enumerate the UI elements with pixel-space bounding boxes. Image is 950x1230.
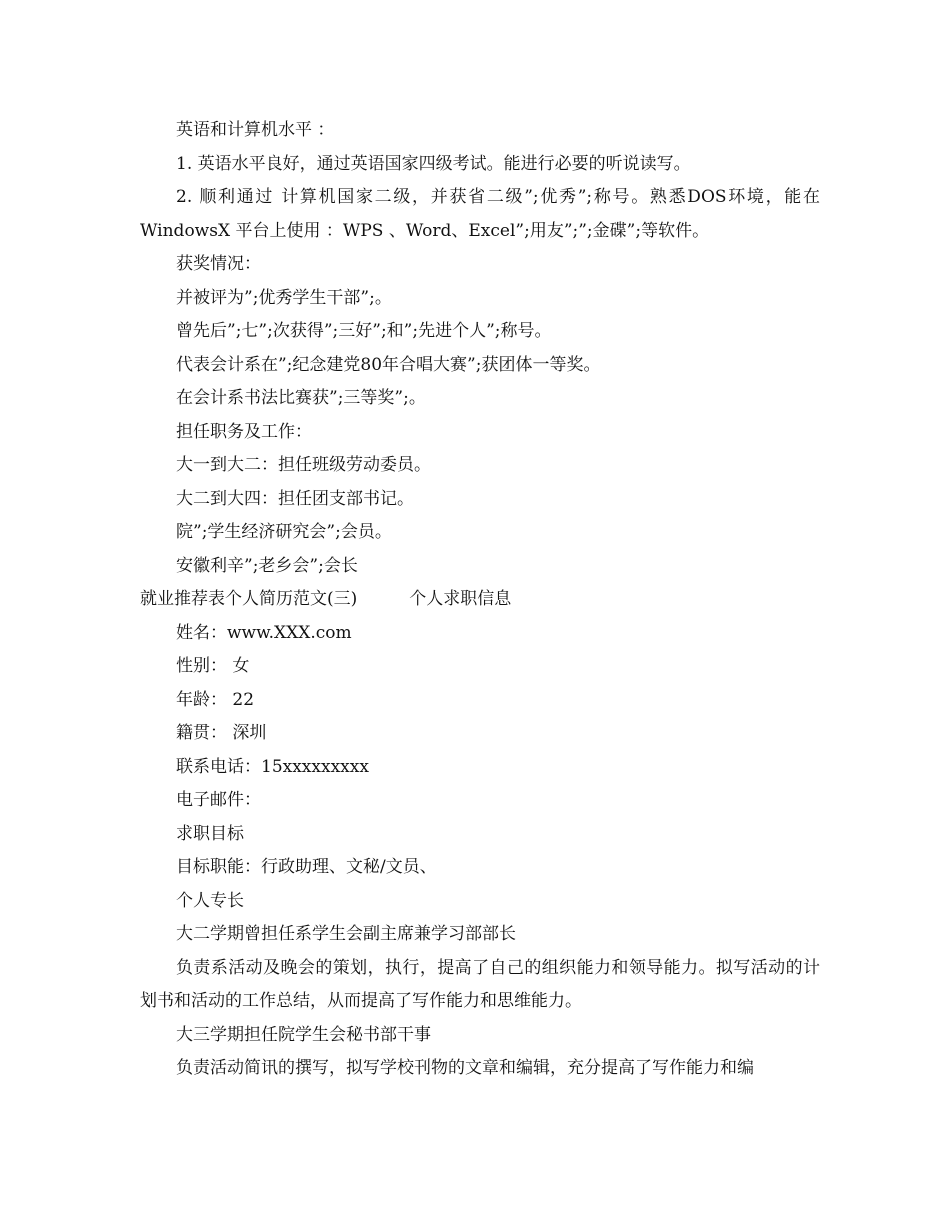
info-email: 电子邮件： xyxy=(176,790,261,810)
skills-item: 大三学期担任院学生会秘书部干事 xyxy=(176,1024,431,1045)
info-phone: 联系电话：15xxxxxxxxx xyxy=(176,756,369,777)
skills-item: 大二学期曾担任系学生会副主席兼学习部部长 xyxy=(176,924,516,944)
info-name: 姓名：www.XXX.com xyxy=(176,622,352,643)
section-heading-positions: 担任职务及工作： xyxy=(176,421,312,442)
section-heading-skills: 个人专长 xyxy=(176,890,244,911)
award-item: 曾先后”;七”;次获得”;三好”;和”;先进个人”;称号。 xyxy=(176,321,552,341)
position-item: 大一到大二：担任班级劳动委员。 xyxy=(176,455,431,475)
resume-title-row xyxy=(140,583,820,617)
position-item: 院”;学生经济研究会”;会员。 xyxy=(176,522,392,542)
award-item: 在会计系书法比赛获”;三等奖”;。 xyxy=(176,388,426,408)
info-gender: 性别： 女 xyxy=(176,656,250,676)
document-body xyxy=(140,114,820,1086)
award-item: 代表会计系在”;纪念建党80年合唱大赛”;获团体一等奖。 xyxy=(176,354,601,375)
section-heading-awards: 获奖情况： xyxy=(176,254,261,274)
skills-paragraph-cut: 负责活动简讯的撰写，拟写学校刊物的文章和编辑，充分提高了写作能力和编 xyxy=(176,1058,754,1078)
section-heading-language-computer: 英语和计算机水平 ： xyxy=(176,120,335,140)
info-hometown: 籍贯： 深圳 xyxy=(176,723,267,743)
section-heading-objective: 求职目标 xyxy=(176,823,244,844)
position-item: 安徽利辛”;老乡会”;会长 xyxy=(176,555,358,576)
resume-subtitle: 个人求职信息 xyxy=(409,589,512,609)
objective-item: 目标职能：行政助理、文秘/文员、 xyxy=(176,857,437,877)
resume-title: 就业推荐表个人简历范文(三) xyxy=(140,589,358,609)
info-age: 年龄： 22 xyxy=(176,689,255,710)
paragraph-english-level: 1. 英语水平良好，通过英语国家四级考试。能进行必要的听说读写。 xyxy=(176,153,691,174)
skills-paragraph: 负责系活动及晚会的策划，执行，提高了自己的组织能力和领导能力。拟写活动的计划书和活动的工作总结，从而提高了写作能力和思维能力。 xyxy=(140,957,820,1011)
paragraph-computer-level: 2. 顺利通过 计算机国家二级，并获省二级”;优秀”;称号。熟悉DOS环境，能在WindowsX 平台上使用 ：WPS 、Word、Excel”;用友”;”;金碟”;等软件。 xyxy=(140,187,820,241)
award-item: 并被评为”;优秀学生干部”;。 xyxy=(176,287,392,308)
position-item: 大二到大四：担任团支部书记。 xyxy=(176,488,414,509)
